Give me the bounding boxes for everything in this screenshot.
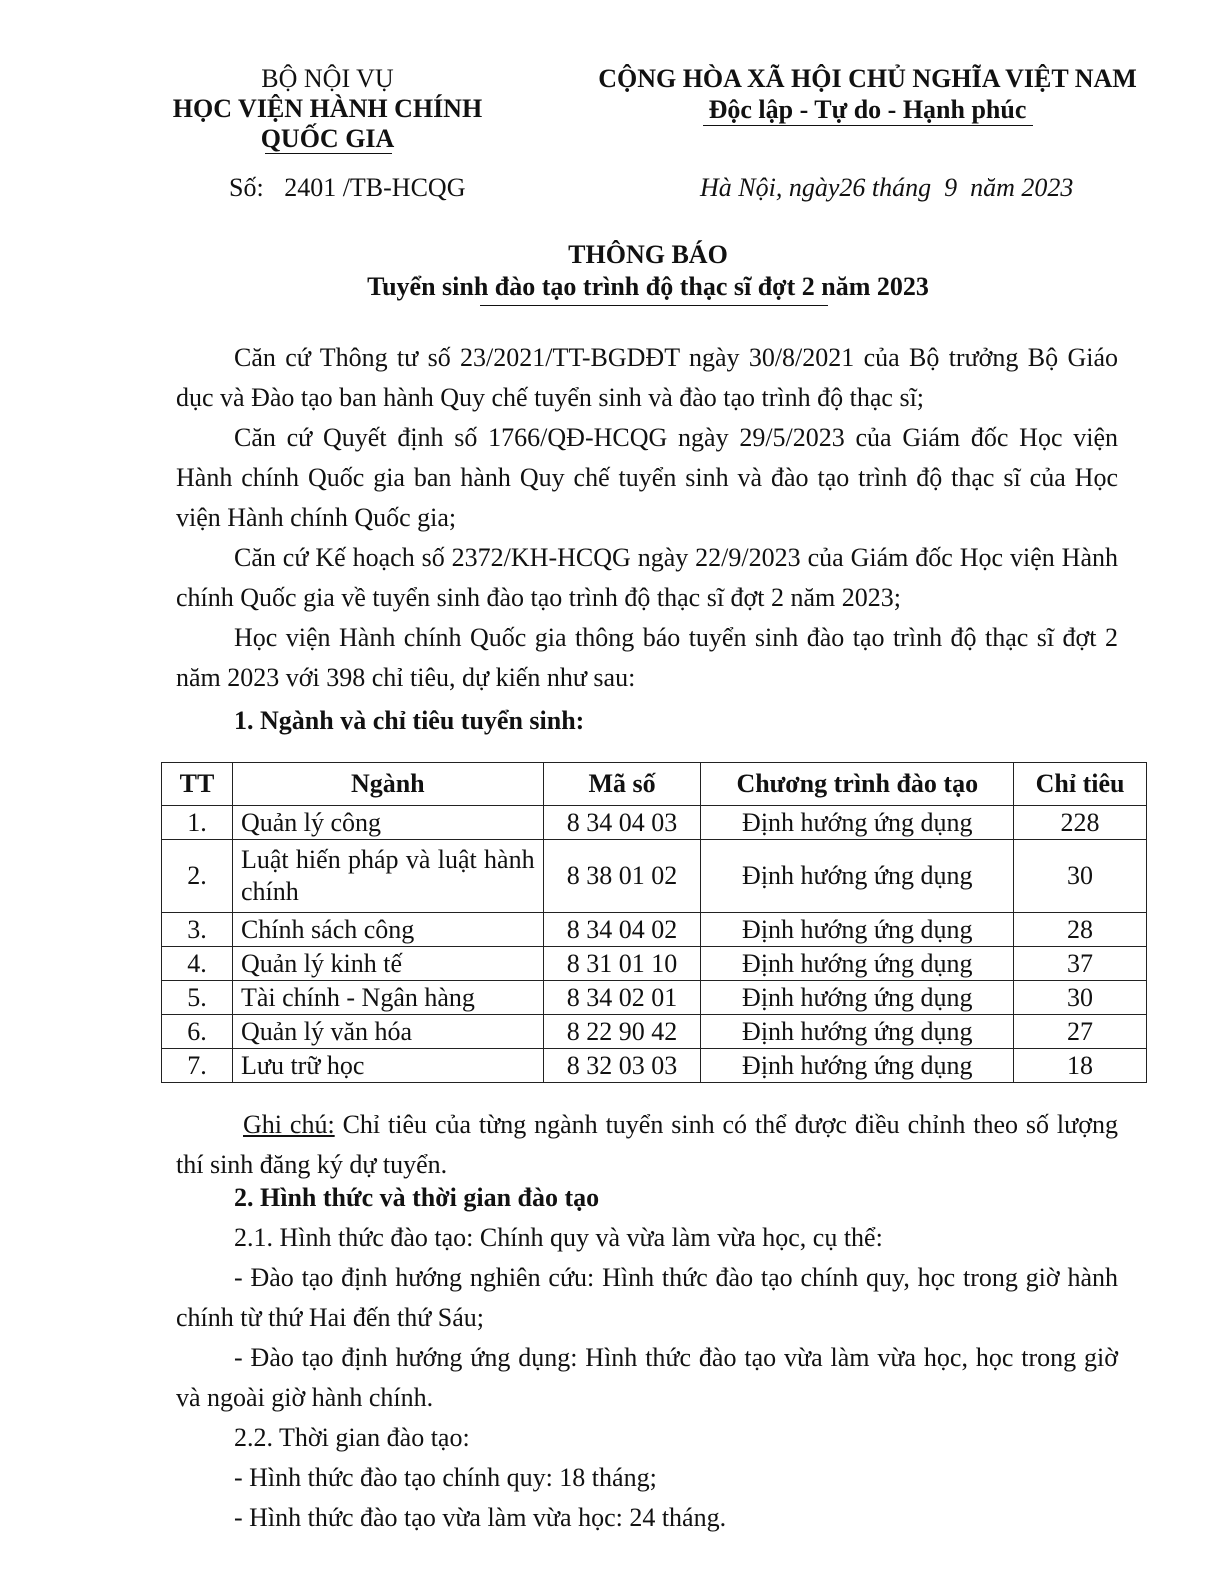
cell-quota: 18 xyxy=(1014,1049,1147,1083)
cell-major: Chính sách công xyxy=(232,913,543,947)
document-title: THÔNG BÁO xyxy=(568,240,728,269)
section2-sub2: 2.2. Thời gian đào tạo: xyxy=(234,1423,470,1452)
motto-underline xyxy=(703,125,1033,126)
cell-quota: 30 xyxy=(1014,840,1147,913)
cell-major: Quản lý kinh tế xyxy=(232,947,543,981)
cell-code: 8 31 01 10 xyxy=(543,947,701,981)
cell-program: Định hướng ứng dụng xyxy=(701,947,1014,981)
cell-code: 8 38 01 02 xyxy=(543,840,701,913)
table-row xyxy=(162,840,1147,913)
table-row xyxy=(162,1049,1147,1083)
table-row xyxy=(162,981,1147,1015)
cell-code: 8 22 90 42 xyxy=(543,1015,701,1049)
table-header-row xyxy=(162,763,1147,806)
title-underline xyxy=(480,305,828,306)
cell-tt: 1. xyxy=(162,806,233,840)
cell-major: Tài chính - Ngân hàng xyxy=(232,981,543,1015)
section1-heading: 1. Ngành và chỉ tiêu tuyển sinh: xyxy=(234,706,585,735)
preamble-paragraph-1: Căn cứ Thông tư số 23/2021/TT-BGDĐT ngày 30/8/2021 của Bộ trưởng Bộ Giáo dục và Đào tạo ban hành Quy chế tuyển sinh và đào tạo trình độ thạc sĩ; xyxy=(176,343,1118,412)
cell-quota: 228 xyxy=(1014,806,1147,840)
cell-code: 8 32 03 03 xyxy=(543,1049,701,1083)
header-left-underline xyxy=(265,153,392,154)
preamble-paragraph-2: Căn cứ Quyết định số 1766/QĐ-HCQG ngày 29/5/2023 của Giám đốc Học viện Hành chính Quốc gia ban hành Quy chế tuyển sinh và đào tạo trình độ thạc sĩ của Học viện Hành chính Quốc gia; xyxy=(176,423,1118,532)
cell-code: 8 34 02 01 xyxy=(543,981,701,1015)
cell-program: Định hướng ứng dụng xyxy=(701,1049,1014,1083)
duration-parttime: - Hình thức đào tạo vừa làm vừa học: 24 tháng. xyxy=(234,1503,727,1532)
col-header-quota: Chỉ tiêu xyxy=(1014,763,1147,806)
preamble-paragraph-4: Học viện Hành chính Quốc gia thông báo tuyển sinh đào tạo trình độ thạc sĩ đợt 2 năm 2023 với 398 chỉ tiêu, dự kiến như sau: xyxy=(176,623,1118,692)
section2-heading: 2. Hình thức và thời gian đào tạo xyxy=(234,1183,600,1212)
ministry-name: BỘ NỘI VỤ xyxy=(261,64,394,93)
col-header-code: Mã số xyxy=(543,763,701,806)
place-date: Hà Nội, ngày26 tháng 9 năm 2023 xyxy=(700,173,1074,202)
majors-table xyxy=(161,762,1147,1083)
nation-name: CỘNG HÒA XÃ HỘI CHỦ NGHĨA VIỆT NAM xyxy=(598,64,1137,93)
cell-tt: 6. xyxy=(162,1015,233,1049)
cell-major: Quản lý văn hóa xyxy=(232,1015,543,1049)
table-row xyxy=(162,913,1147,947)
cell-quota: 28 xyxy=(1014,913,1147,947)
cell-tt: 2. xyxy=(162,840,233,913)
cell-program: Định hướng ứng dụng xyxy=(701,913,1014,947)
cell-tt: 7. xyxy=(162,1049,233,1083)
cell-tt: 3. xyxy=(162,913,233,947)
section2-sub1: 2.1. Hình thức đào tạo: Chính quy và vừa làm vừa học, cụ thể: xyxy=(234,1223,883,1252)
cell-program: Định hướng ứng dụng xyxy=(701,1015,1014,1049)
table-note xyxy=(176,1105,1118,1185)
cell-major: Quản lý công xyxy=(232,806,543,840)
table-row xyxy=(162,1015,1147,1049)
doc-number-label: Số: xyxy=(229,173,264,202)
cell-major: Lưu trữ học xyxy=(232,1049,543,1083)
header-left xyxy=(150,64,505,154)
doc-number xyxy=(229,173,465,203)
cell-quota: 37 xyxy=(1014,947,1147,981)
cell-tt: 5. xyxy=(162,981,233,1015)
cell-program: Định hướng ứng dụng xyxy=(701,981,1014,1015)
table-row xyxy=(162,806,1147,840)
cell-code: 8 34 04 02 xyxy=(543,913,701,947)
cell-quota: 27 xyxy=(1014,1015,1147,1049)
cell-program: Định hướng ứng dụng xyxy=(701,840,1014,913)
col-header-tt: TT xyxy=(162,763,233,806)
header-right xyxy=(595,64,1140,126)
table-row xyxy=(162,947,1147,981)
note-label: Ghi chú: xyxy=(243,1110,335,1139)
cell-quota: 30 xyxy=(1014,981,1147,1015)
document-subtitle: Tuyển sinh đào tạo trình độ thạc sĩ đợt 2 năm 2023 xyxy=(367,272,929,301)
col-header-major: Ngành xyxy=(232,763,543,806)
training-applied-item: - Đào tạo định hướng ứng dụng: Hình thức đào tạo vừa làm vừa học, học trong giờ và ngoài giờ hành chính. xyxy=(176,1343,1118,1412)
training-research-item: - Đào tạo định hướng nghiên cứu: Hình thức đào tạo chính quy, học trong giờ hành chính từ thứ Hai đến thứ Sáu; xyxy=(176,1263,1118,1332)
institution-name-line2: QUỐC GIA xyxy=(260,124,395,153)
note-text: Chỉ tiêu của từng ngành tuyển sinh có thể được điều chỉnh theo số lượng thí sinh đăng ký dự tuyển. xyxy=(176,1110,1118,1179)
doc-number-value: 2401 /TB-HCQG xyxy=(284,173,466,202)
cell-major: Luật hiến pháp và luật hành chính xyxy=(232,840,543,913)
nation-motto: Độc lập - Tự do - Hạnh phúc xyxy=(708,95,1027,124)
col-header-program: Chương trình đào tạo xyxy=(701,763,1014,806)
duration-fulltime: - Hình thức đào tạo chính quy: 18 tháng; xyxy=(234,1463,657,1492)
cell-code: 8 34 04 03 xyxy=(543,806,701,840)
cell-tt: 4. xyxy=(162,947,233,981)
cell-program: Định hướng ứng dụng xyxy=(701,806,1014,840)
institution-name-line1: HỌC VIỆN HÀNH CHÍNH xyxy=(172,94,483,123)
preamble-paragraph-3: Căn cứ Kế hoạch số 2372/KH-HCQG ngày 22/9/2023 của Giám đốc Học viện Hành chính Quốc gia về tuyển sinh đào tạo trình độ thạc sĩ đợt 2 năm 2023; xyxy=(176,543,1118,612)
